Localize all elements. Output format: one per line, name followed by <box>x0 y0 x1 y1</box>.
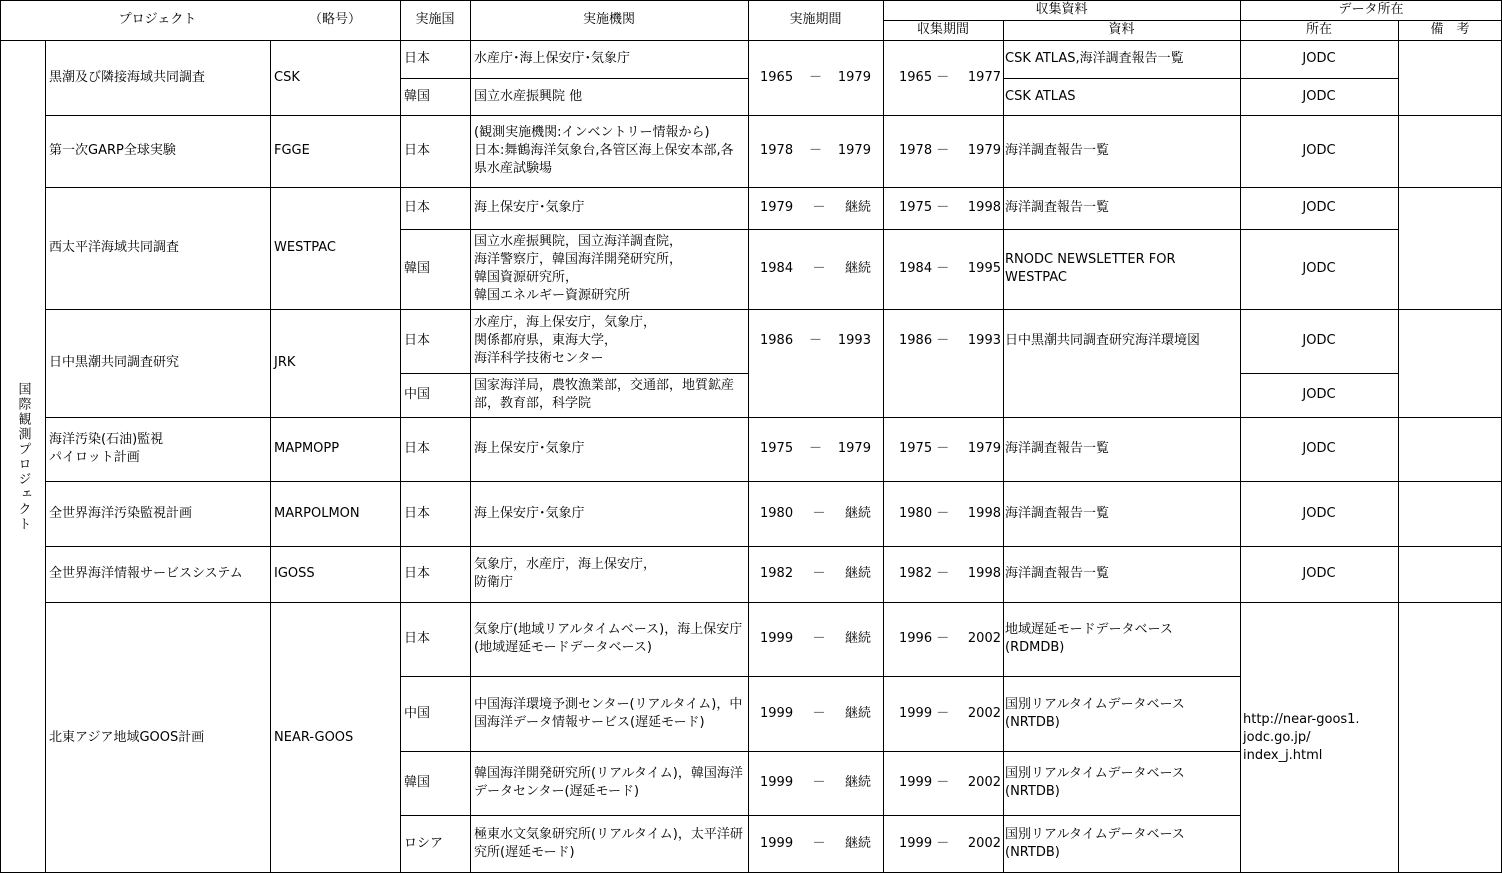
material: RNODC NEWSLETTER FOR WESTPAC <box>1005 252 1176 285</box>
period-end: 継続 <box>844 836 871 851</box>
period-dash: － <box>808 333 822 348</box>
side-label: 国際観測プロジェクト <box>15 381 31 532</box>
collect-start: 1978 － <box>899 143 950 158</box>
country: 中国 <box>404 705 431 721</box>
grid-line <box>400 815 1240 816</box>
period-dash: － <box>812 505 826 521</box>
material: CSK ATLAS,海洋調査報告一覧 <box>1005 51 1184 66</box>
project-name: 全世界海洋情報サービスシステム <box>49 566 243 581</box>
period-cell <box>748 309 883 373</box>
grid-line <box>400 373 748 374</box>
period-end: 継続 <box>844 566 871 581</box>
agency: 水産庁，海上保安庁，気象庁， 関係都府県，東海大学， 海洋科学技術センター <box>474 315 657 366</box>
collect-period-cell <box>883 546 1003 602</box>
data-location: JODC <box>1302 333 1336 348</box>
grid-line <box>470 0 471 873</box>
country: 中国 <box>404 387 431 402</box>
project-name: 西太平洋海域共同調査 <box>49 240 180 255</box>
period-start: 1979 <box>760 200 794 215</box>
period-end: 継続 <box>844 261 871 276</box>
grid-line <box>400 751 1240 752</box>
collect-period-cell <box>883 751 1003 815</box>
project-abbr: IGOSS <box>274 566 315 581</box>
country: 韓国 <box>404 261 431 276</box>
period-cell <box>748 815 883 873</box>
collect-end: 1979 <box>967 441 1001 456</box>
period-cell <box>748 602 883 676</box>
collect-end: 2002 <box>967 836 1001 851</box>
grid-line <box>1240 373 1398 374</box>
collect-period-cell <box>883 676 1003 751</box>
collect-end: 1998 <box>967 566 1001 581</box>
grid-line <box>400 676 1240 677</box>
header-data-location: データ所在 <box>1338 2 1404 17</box>
data-location: JODC <box>1302 143 1336 158</box>
collect-period-cell <box>883 417 1003 481</box>
collect-end: 2002 <box>967 705 1001 721</box>
header-period: 実施期間 <box>789 12 842 27</box>
agency: 海上保安庁･気象庁 <box>474 441 585 456</box>
collect-start: 1999 － <box>899 836 950 851</box>
material: 日中黒潮共同調査研究海洋環境図 <box>1005 333 1201 348</box>
header-collected: 収集資料 <box>1035 2 1088 17</box>
period-start: 1980 <box>760 505 794 521</box>
grid-line <box>0 0 1 873</box>
project-name: 黒潮及び隣接海域共同調査 <box>49 69 206 85</box>
project-abbr: WESTPAC <box>274 240 337 255</box>
collect-period-cell <box>883 602 1003 676</box>
country: 日本 <box>404 441 431 456</box>
grid-line <box>400 78 748 79</box>
agency: 国立水産振興院，国立海洋調査院， 海洋警察庁，韓国海洋開発研究所， 韓国資源研究所， 韓国エネルギー資源研究所 <box>474 234 683 303</box>
agency: 国立水産振興院 他 <box>474 88 583 104</box>
data-location: JODC <box>1302 200 1336 215</box>
header-location: 所在 <box>1305 22 1332 37</box>
agency: 極東水文気象研究所(リアルタイム)，太平洋研究所(遅延モード) <box>474 827 743 860</box>
data-location: JODC <box>1302 505 1336 521</box>
data-location: JODC <box>1302 441 1336 456</box>
country: 日本 <box>404 200 431 215</box>
collect-start: 1999 － <box>899 705 950 721</box>
collect-period-cell <box>883 309 1003 373</box>
collect-end: 1998 <box>967 200 1001 215</box>
collect-period-cell <box>883 187 1003 229</box>
period-end: 継続 <box>844 631 871 646</box>
grid-line <box>1398 20 1399 873</box>
data-location: JODC <box>1302 566 1336 581</box>
header-country: 実施国 <box>415 12 455 27</box>
collect-start: 1984 － <box>899 261 950 276</box>
grid-line <box>1003 78 1398 79</box>
collect-end: 2002 <box>967 775 1001 790</box>
collect-start: 1986 － <box>899 333 950 348</box>
period-start: 1999 <box>760 631 794 646</box>
period-start: 1982 <box>760 566 794 581</box>
data-location-link[interactable]: http://near-goos1. jodc.go.jp/ index_j.html <box>1243 711 1360 763</box>
period-end: 1979 <box>837 69 871 85</box>
grid-line <box>0 40 1502 41</box>
collect-end: 2002 <box>967 631 1001 646</box>
period-cell <box>748 676 883 751</box>
collect-end: 1995 <box>967 261 1001 276</box>
header-material: 資料 <box>1108 22 1135 37</box>
grid-line <box>45 309 1502 310</box>
period-dash: － <box>812 566 826 581</box>
period-cell <box>748 417 883 481</box>
header-collect-period: 収集期間 <box>916 22 969 37</box>
period-start: 1965 <box>760 69 794 85</box>
period-dash: － <box>808 143 822 158</box>
period-dash: － <box>812 705 826 721</box>
country: 日本 <box>404 631 431 646</box>
data-location: JODC <box>1302 261 1336 276</box>
header-project: プロジェクト <box>118 12 197 27</box>
header-agency: 実施機関 <box>582 12 635 27</box>
grid-line <box>45 602 1502 603</box>
country: ロシア <box>404 836 444 851</box>
period-dash: － <box>812 261 826 276</box>
collect-period-cell <box>883 229 1003 309</box>
project-name: 第一次GARP全球実験 <box>49 143 176 158</box>
collect-period-cell <box>883 815 1003 873</box>
project-name: 海洋汚染(石油)監視 パイロット計画 <box>49 432 164 465</box>
collect-period-cell <box>883 481 1003 546</box>
collect-start: 1965 － <box>899 69 950 85</box>
grid-line <box>883 0 884 873</box>
grid-line <box>0 0 1502 1</box>
period-cell <box>748 546 883 602</box>
period-end: 継続 <box>844 200 871 215</box>
material: 海洋調査報告一覧 <box>1005 441 1110 456</box>
period-dash: － <box>808 441 822 456</box>
agency: 韓国海洋開発研究所(リアルタイム)，韓国海洋データセンター(遅延モード) <box>474 766 743 799</box>
material: 海洋調査報告一覧 <box>1005 143 1110 158</box>
period-end: 継続 <box>844 505 871 521</box>
country: 韓国 <box>404 88 431 104</box>
data-location: JODC <box>1302 387 1336 402</box>
project-abbr: FGGE <box>274 143 310 158</box>
project-abbr: MARPOLMON <box>274 505 360 521</box>
grid-line <box>1240 0 1241 873</box>
agency: (観測実施機関:インベントリー情報から) 日本:舞鶴海洋気象台,各管区海上保安本部,各県水産試験場 <box>474 125 734 176</box>
period-dash: － <box>812 775 826 790</box>
collect-start: 1996 － <box>899 631 950 646</box>
material: 地域遅延モードデータベース (RDMDB) <box>1005 622 1173 655</box>
header-remarks: 備 考 <box>1430 22 1470 37</box>
period-dash: － <box>812 836 826 851</box>
country: 日本 <box>404 51 431 66</box>
country: 韓国 <box>404 775 431 790</box>
period-start: 1986 <box>760 333 794 348</box>
collect-start: 1975 － <box>899 200 950 215</box>
project-name: 北東アジア地域GOOS計画 <box>49 729 205 745</box>
period-end: 継続 <box>844 705 871 721</box>
collect-start: 1982 － <box>899 566 950 581</box>
period-dash: － <box>812 200 826 215</box>
collect-end: 1977 <box>967 69 1001 85</box>
grid-line <box>45 546 1502 547</box>
period-start: 1978 <box>760 143 794 158</box>
grid-line <box>270 40 271 873</box>
material: CSK ATLAS <box>1005 88 1076 104</box>
period-dash: － <box>812 631 826 646</box>
grid-line <box>400 229 1398 230</box>
material: 海洋調査報告一覧 <box>1005 566 1110 581</box>
project-abbr: MAPMOPP <box>274 441 340 456</box>
period-start: 1999 <box>760 705 794 721</box>
collect-start: 1975 － <box>899 441 950 456</box>
project-name: 日中黒潮共同調査研究 <box>49 355 180 370</box>
collect-end: 1998 <box>967 505 1001 521</box>
country: 日本 <box>404 505 431 521</box>
material: 国別リアルタイムデータベース (NRTDB) <box>1005 827 1185 860</box>
period-cell <box>748 751 883 815</box>
collect-period-cell <box>883 40 1003 115</box>
material: 国別リアルタイムデータベース (NRTDB) <box>1005 696 1185 730</box>
grid-line <box>45 481 1502 482</box>
material: 海洋調査報告一覧 <box>1005 200 1110 215</box>
country: 日本 <box>404 143 431 158</box>
grid-line <box>883 20 1502 21</box>
period-start: 1975 <box>760 441 794 456</box>
project-name: 全世界海洋汚染監視計画 <box>49 505 193 521</box>
period-cell <box>748 40 883 115</box>
period-start: 1999 <box>760 836 794 851</box>
period-end: 継続 <box>844 775 871 790</box>
collect-end: 1993 <box>967 333 1001 348</box>
grid-line <box>45 417 1502 418</box>
grid-line <box>45 40 46 873</box>
period-start: 1984 <box>760 261 794 276</box>
data-location: JODC <box>1302 51 1336 66</box>
grid-line <box>45 115 1502 116</box>
period-cell <box>748 187 883 229</box>
agency: 海上保安庁･気象庁 <box>474 505 585 521</box>
period-start: 1999 <box>760 775 794 790</box>
agency: 国家海洋局，農牧漁業部，交通部，地質鉱産部，教育部，科学院 <box>474 378 735 411</box>
period-cell <box>748 229 883 309</box>
data-location: JODC <box>1302 88 1336 104</box>
period-end: 1993 <box>837 333 871 348</box>
project-abbr: JRK <box>274 355 296 370</box>
period-end: 1979 <box>837 143 871 158</box>
country: 日本 <box>404 333 431 348</box>
project-abbr: CSK <box>274 69 300 85</box>
grid-line <box>1003 20 1004 873</box>
collect-start: 1980 － <box>899 505 950 521</box>
material: 国別リアルタイムデータベース (NRTDB) <box>1005 766 1185 799</box>
agency: 海上保安庁･気象庁 <box>474 200 585 215</box>
agency: 気象庁(地域リアルタイムベース)，海上保安庁(地域遅延モードデータベース) <box>474 622 743 655</box>
collect-end: 1979 <box>967 143 1001 158</box>
project-abbr: NEAR-GOOS <box>274 729 354 745</box>
agency: 水産庁･海上保安庁･気象庁 <box>474 51 631 66</box>
agency: 中国海洋環境予測センター(リアルタイム)，中国海洋データ情報サービス(遅延モード) <box>474 696 743 730</box>
material: 海洋調査報告一覧 <box>1005 505 1110 521</box>
period-end: 1979 <box>837 441 871 456</box>
collect-start: 1999 － <box>899 775 950 790</box>
collect-period-cell <box>883 115 1003 187</box>
agency: 気象庁，水産庁，海上保安庁， 防衛庁 <box>474 557 657 590</box>
grid-line <box>45 187 1502 188</box>
grid-line <box>748 0 749 873</box>
period-dash: － <box>808 69 822 85</box>
country: 日本 <box>404 566 431 581</box>
header-abbr: （略号） <box>308 12 361 27</box>
period-cell <box>748 481 883 546</box>
grid-line <box>400 0 401 873</box>
period-cell <box>748 115 883 187</box>
